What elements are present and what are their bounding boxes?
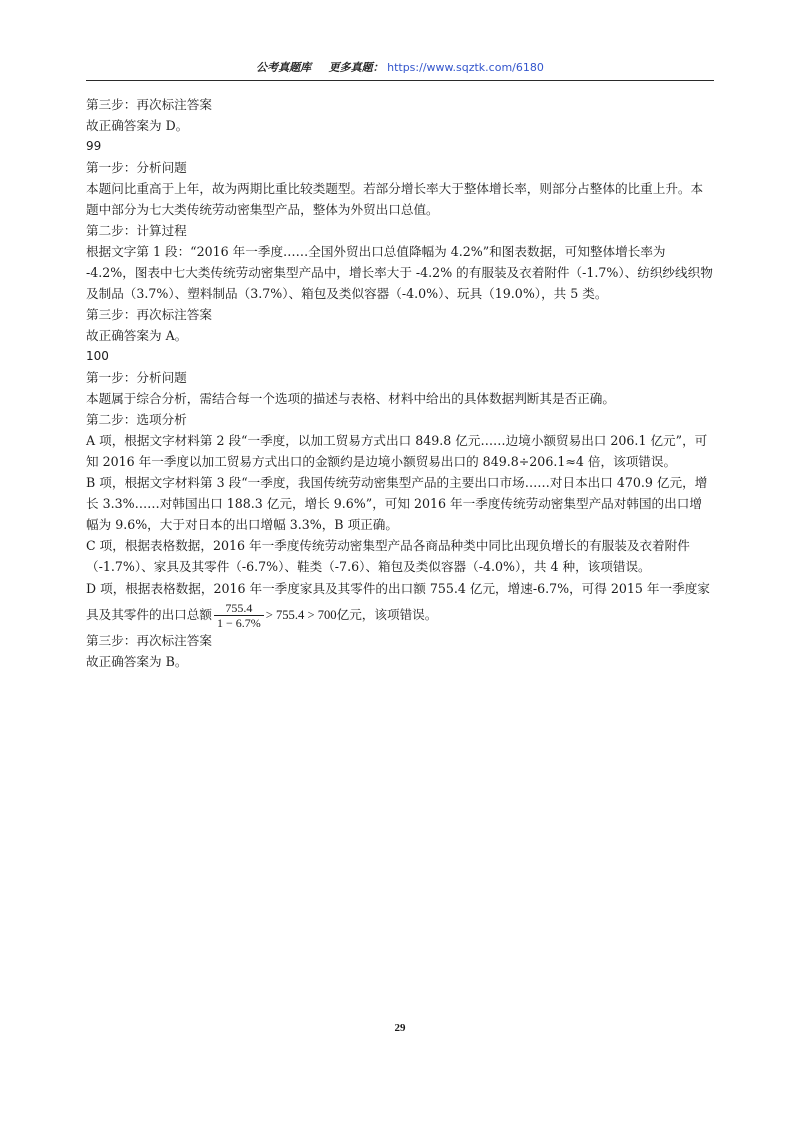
option-c-analysis: C 项，根据表格数据，2016 年一季度传统劳动密集型产品各商品种类中同比出现负增长的有服装及衣着附件（-1.7%）、家具及其零件（-6.7%）、鞋类（-7.6）、箱包及类似容器（-4.0%），共 4 种，该项错误。 — [86, 538, 690, 574]
page-number: 29 — [394, 1022, 406, 1034]
header-divider — [86, 80, 714, 81]
answer-line: 故正确答案为 B。 — [86, 654, 188, 669]
fraction-numerator: 755.4 — [214, 601, 264, 616]
header-link[interactable]: https://www.sqztk.com/6180 — [387, 61, 544, 74]
paragraph: 根据文字第 1 段：“2016 年一季度……全国外贸出口总值降幅为 4.2%”和图表数据，可知整体增长率为 -4.2%，图表中七大类传统劳动密集型产品中，增长率大于 -4.2% 的有服装及衣着附件（-1.7%）、纺织纱线织物及制品（3.7%）、塑料制品（3.7%）、箱包及类似容器（-4.0%）、玩具（19.0%），共 5 类。 — [86, 244, 713, 301]
header-brand: 公考真题库 — [256, 61, 312, 74]
step-heading: 第一步：分析问题 — [86, 160, 187, 175]
header-label: 更多真题： — [328, 61, 384, 74]
option-d-conclusion: 亿元，该项错误。 — [336, 607, 438, 622]
step-heading: 第三步：再次标注答案 — [86, 633, 212, 648]
answer-line: 故正确答案为 D。 — [86, 118, 189, 133]
step-heading: 第二步：选项分析 — [86, 412, 187, 427]
inequality: > 755.4 > 700 — [265, 608, 337, 622]
step-heading: 第一步：分析问题 — [86, 370, 187, 385]
option-d-text: D 项，根据表格数据，2016 年一季度家具及其零件的出口额 755.4 亿元，增速-6.7%，可得 2015 年一季度家具及其零件的出口总额 — [86, 581, 710, 622]
option-a-analysis: A 项，根据文字材料第 2 段“一季度，以加工贸易方式出口 849.8 亿元……边境小额贸易出口 206.1 亿元”，可知 2016 年一季度以加工贸易方式出口的金额约是边境小额贸易出口的 849.8÷206.1≈4 倍，该项错误。 — [86, 433, 708, 469]
option-d-analysis — [86, 577, 714, 630]
question-number: 100 — [86, 349, 109, 363]
question-number: 99 — [86, 139, 102, 153]
step-heading: 第三步：再次标注答案 — [86, 97, 212, 112]
step-heading: 第二步：计算过程 — [86, 223, 187, 238]
answer-line: 故正确答案为 A。 — [86, 328, 188, 343]
fraction-denominator: 1 − 6.7% — [216, 616, 261, 630]
paragraph: 本题属于综合分析，需结合每一个选项的描述与表格、材料中给出的具体数据判断其是否正确。 — [86, 391, 615, 406]
paragraph: 本题问比重高于上年，故为两期比重比较类题型。若部分增长率大于整体增长率，则部分占整体的比重上升。本题中部分为七大类传统劳动密集型产品，整体为外贸出口总值。 — [86, 181, 704, 217]
document-body — [86, 94, 714, 672]
fraction-formula — [214, 601, 264, 630]
step-heading: 第三步：再次标注答案 — [86, 307, 212, 322]
page-header — [0, 56, 800, 80]
option-b-analysis: B 项，根据文字材料第 3 段“一季度，我国传统劳动密集型产品的主要出口市场……对日本出口 470.9 亿元，增长 3.3%……对韩国出口 188.3 亿元，增长 9.6%”，可知 2016 年一季度传统劳动密集型产品对韩国的出口增幅为 9.6%，大于对日本的出口增幅 3.3%，B 项正确。 — [86, 475, 708, 532]
